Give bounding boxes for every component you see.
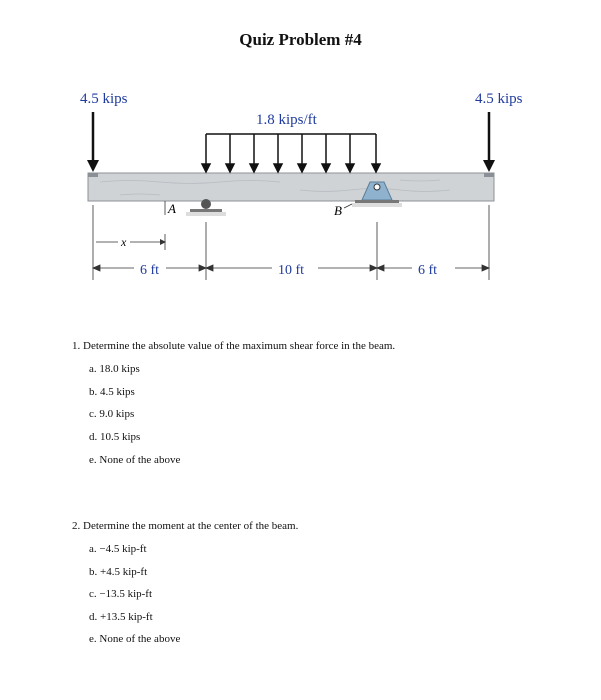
x-label: x bbox=[121, 235, 127, 249]
q1-option-e[interactable]: e. None of the above bbox=[89, 454, 181, 466]
dimension-6ft-left: 6 ft bbox=[140, 263, 160, 278]
distributed-load-label: 1.8 kips/ft bbox=[256, 112, 317, 128]
dimension-10ft: 10 ft bbox=[278, 263, 305, 278]
page-title: Quiz Problem #4 bbox=[239, 30, 362, 49]
q2-option-e[interactable]: e. None of the above bbox=[89, 633, 181, 645]
q1-option-d[interactable]: d. 10.5 kips bbox=[89, 431, 141, 443]
q1-option-c[interactable]: c. 9.0 kips bbox=[89, 408, 135, 420]
roller-support-a bbox=[186, 199, 226, 216]
q1-option-b[interactable]: b. 4.5 kips bbox=[89, 386, 135, 398]
q2-option-b[interactable]: b. +4.5 kip-ft bbox=[89, 566, 148, 578]
right-load-label: 4.5 kips bbox=[475, 91, 523, 107]
question-1-prompt: 1. Determine the absolute value of the maximum shear force in the beam. bbox=[72, 340, 396, 352]
question-2-prompt: 2. Determine the moment at the center of the beam. bbox=[72, 520, 299, 532]
left-load-label: 4.5 kips bbox=[80, 91, 128, 107]
dimension-6ft-right: 6 ft bbox=[418, 263, 438, 278]
q2-option-c[interactable]: c. −13.5 kip-ft bbox=[89, 588, 153, 600]
q2-option-d[interactable]: d. +13.5 kip-ft bbox=[89, 611, 153, 623]
distributed-load-arrows bbox=[202, 134, 380, 172]
left-point-load-arrow bbox=[87, 112, 99, 172]
right-point-load-arrow bbox=[483, 112, 495, 172]
support-b-label: B bbox=[334, 203, 342, 218]
q2-option-a[interactable]: a. −4.5 kip-ft bbox=[89, 543, 147, 555]
q1-option-a[interactable]: a. 18.0 kips bbox=[89, 363, 140, 375]
beam bbox=[88, 173, 494, 201]
beam-diagram bbox=[0, 0, 601, 300]
support-a-label: A bbox=[168, 201, 176, 216]
